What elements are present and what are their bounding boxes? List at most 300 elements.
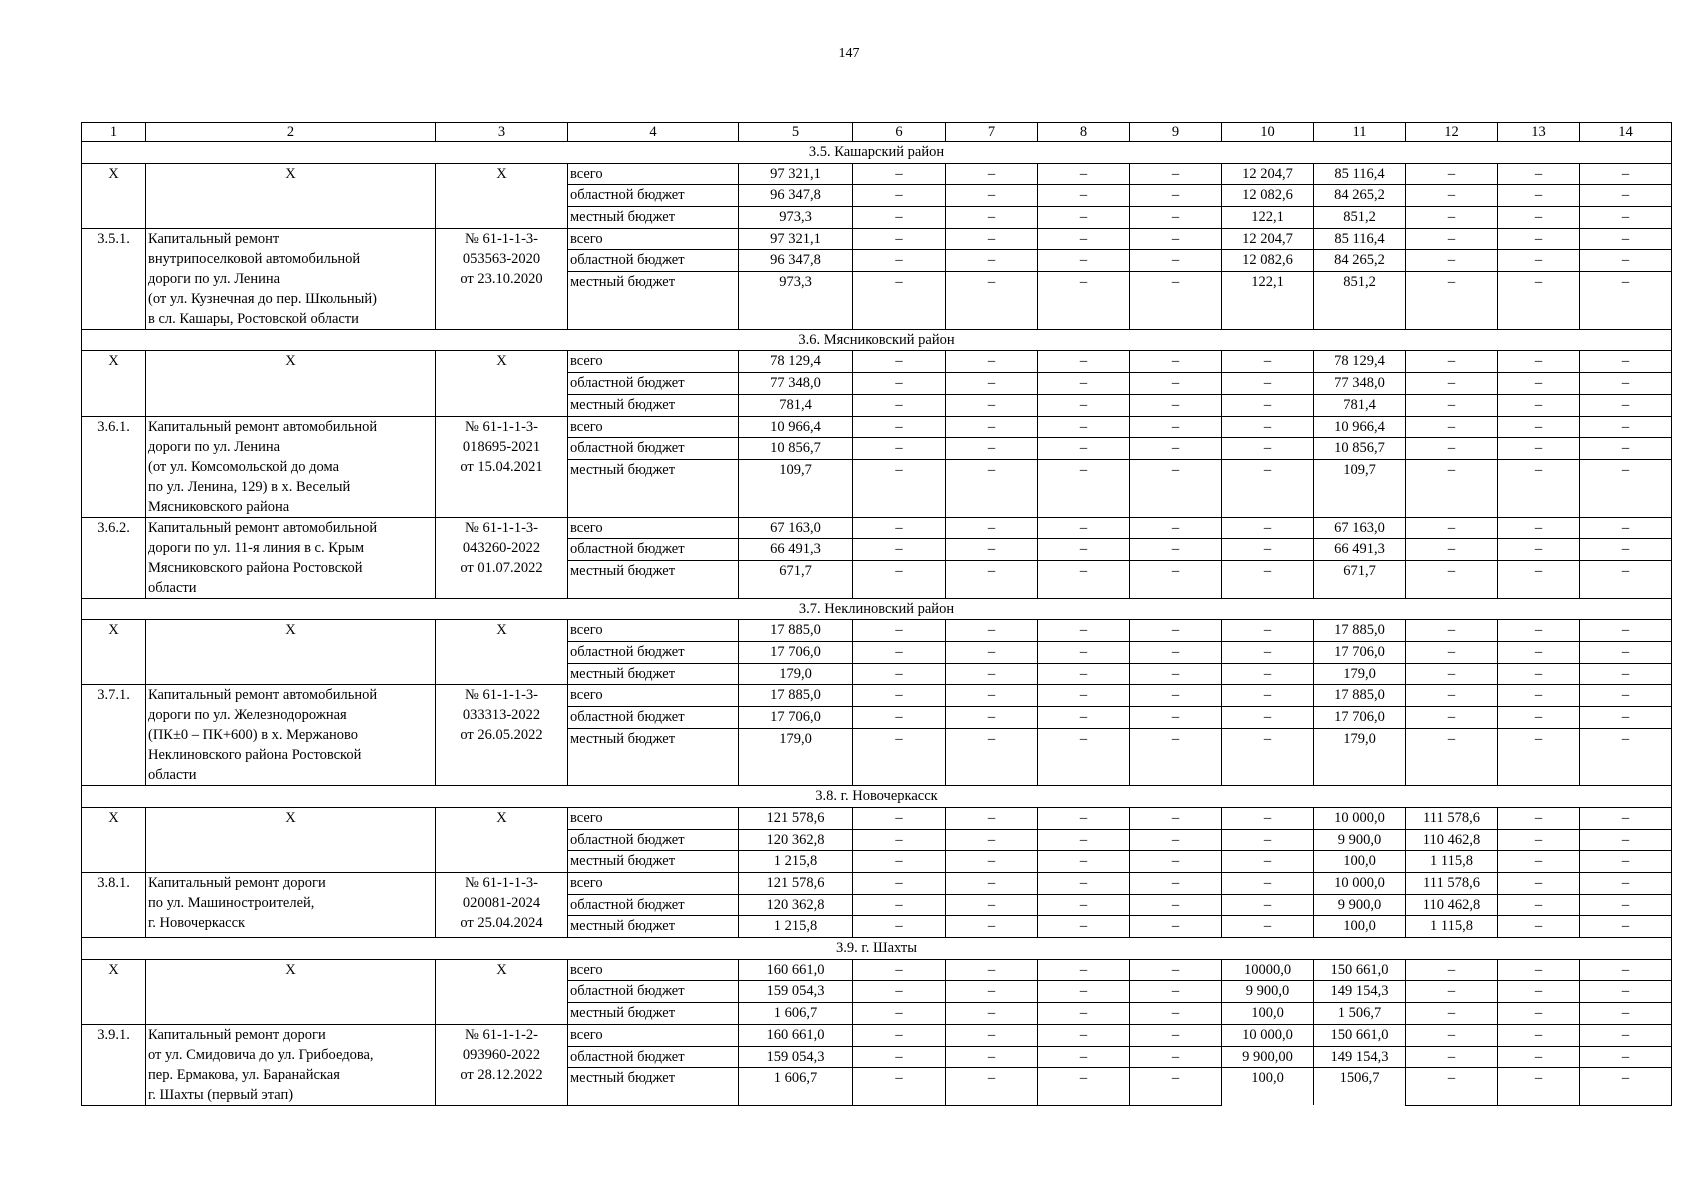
value-cell: 179,0 <box>739 728 853 786</box>
value-cell: – <box>946 728 1038 786</box>
value-cell: – <box>1406 1068 1498 1106</box>
value-cell: 12 082,6 <box>1222 185 1314 207</box>
funding-source: всего <box>568 351 739 373</box>
value-cell: – <box>1130 959 1222 981</box>
value-cell: – <box>1580 663 1672 685</box>
funding-source: местный бюджет <box>568 1068 739 1106</box>
value-cell: – <box>1498 373 1580 395</box>
value-cell: – <box>853 416 946 438</box>
document-line: от 28.12.2022 <box>460 1066 543 1083</box>
value-cell: – <box>1038 560 1130 598</box>
value-cell: – <box>853 560 946 598</box>
value-cell: – <box>853 1068 946 1106</box>
value-cell: – <box>1038 829 1130 851</box>
funding-source: местный бюджет <box>568 459 739 517</box>
value-cell: – <box>946 1024 1038 1046</box>
value-cell: – <box>1580 560 1672 598</box>
value-cell: – <box>946 894 1038 916</box>
funding-source: областной бюджет <box>568 185 739 207</box>
value-cell: – <box>1038 228 1130 250</box>
value-cell: – <box>1498 807 1580 829</box>
document-line: X <box>496 622 507 639</box>
value-cell: – <box>1130 829 1222 851</box>
value-cell: 121 578,6 <box>739 807 853 829</box>
value-cell: – <box>1038 250 1130 272</box>
page-number: 147 <box>838 46 860 61</box>
value-cell: 100,0 <box>1314 916 1406 938</box>
value-cell: – <box>1580 685 1672 707</box>
value-cell: – <box>853 807 946 829</box>
value-cell: – <box>946 685 1038 707</box>
object-name-line: Капитальный ремонт дороги <box>148 875 326 891</box>
value-cell: – <box>853 539 946 561</box>
value-cell: – <box>1498 272 1580 330</box>
value-cell: 160 661,0 <box>739 1024 853 1046</box>
object-name-line: (ПК±0 – ПК+600) в х. Мержаново <box>148 727 359 744</box>
value-cell: 17 885,0 <box>739 685 853 707</box>
value-cell: – <box>946 351 1038 373</box>
document-cell <box>436 959 568 1024</box>
value-cell: – <box>1130 185 1222 207</box>
value-cell: – <box>1038 981 1130 1003</box>
document-cell <box>436 517 568 598</box>
value-cell: – <box>853 272 946 330</box>
value-cell: 67 163,0 <box>739 517 853 539</box>
value-cell: – <box>853 163 946 185</box>
funding-source: всего <box>568 873 739 895</box>
row-number: X <box>82 163 146 228</box>
section-title: 3.9. г. Шахты <box>82 938 1672 960</box>
value-cell: – <box>1406 728 1498 786</box>
table-row <box>82 807 1672 829</box>
value-cell: – <box>1222 394 1314 416</box>
value-cell: – <box>1130 641 1222 663</box>
value-cell: 159 054,3 <box>739 1046 853 1068</box>
value-cell: – <box>1580 807 1672 829</box>
value-cell: – <box>946 416 1038 438</box>
value-cell: – <box>1406 438 1498 460</box>
value-cell: – <box>1222 873 1314 895</box>
value-cell: – <box>1038 663 1130 685</box>
value-cell: – <box>946 620 1038 642</box>
funding-source: всего <box>568 416 739 438</box>
object-name-line: пер. Ермакова, ул. Баранайская <box>148 1066 340 1083</box>
value-cell: – <box>853 916 946 938</box>
table-row <box>82 163 1672 185</box>
value-cell: – <box>1038 1068 1130 1106</box>
value-cell: – <box>1038 728 1130 786</box>
value-cell: – <box>1580 351 1672 373</box>
value-cell: – <box>1580 185 1672 207</box>
value-cell: – <box>853 1046 946 1068</box>
value-cell: – <box>946 916 1038 938</box>
value-cell: – <box>1130 560 1222 598</box>
value-cell: – <box>1498 981 1580 1003</box>
value-cell: – <box>1222 373 1314 395</box>
value-cell: 973,3 <box>739 272 853 330</box>
value-cell: – <box>1222 706 1314 728</box>
funding-source: областной бюджет <box>568 641 739 663</box>
document-line: 020081-2024 <box>462 895 541 911</box>
value-cell: – <box>1130 351 1222 373</box>
table-row <box>82 620 1672 642</box>
document-line: № 61-1-1-3- <box>464 418 539 435</box>
value-cell: – <box>1498 517 1580 539</box>
value-cell: – <box>946 539 1038 561</box>
document-line: от 23.10.2020 <box>460 270 543 287</box>
value-cell: – <box>1222 539 1314 561</box>
object-name-line: от ул. Смидовича до ул. Грибоедова, <box>148 1046 374 1063</box>
value-cell: – <box>1498 641 1580 663</box>
document-cell <box>436 873 568 938</box>
column-header: 8 <box>1038 123 1130 142</box>
document-line: X <box>496 165 507 182</box>
value-cell: 67 163,0 <box>1314 517 1406 539</box>
funding-source: областной бюджет <box>568 1046 739 1068</box>
funding-source: местный бюджет <box>568 560 739 598</box>
value-cell: – <box>853 373 946 395</box>
object-name-line: по ул. Ленина, 129) в х. Веселый <box>148 478 351 495</box>
document-cell <box>436 685 568 786</box>
value-cell: 179,0 <box>1314 728 1406 786</box>
document-cell <box>436 228 568 329</box>
value-cell: – <box>1038 1046 1130 1068</box>
object-name-line: X <box>285 165 296 182</box>
funding-source: областной бюджет <box>568 438 739 460</box>
object-name-cell <box>146 416 436 517</box>
object-name-line: дороги по ул. Железнодорожная <box>148 707 347 724</box>
value-cell: – <box>946 829 1038 851</box>
value-cell: – <box>1580 207 1672 229</box>
value-cell: – <box>1580 620 1672 642</box>
value-cell: 97 321,1 <box>739 228 853 250</box>
value-cell: – <box>853 981 946 1003</box>
value-cell: 10 000,0 <box>1314 873 1406 895</box>
document-line: № 61-1-1-3- <box>464 687 539 704</box>
value-cell: – <box>1038 685 1130 707</box>
value-cell: – <box>1038 706 1130 728</box>
section-title-row <box>82 938 1672 960</box>
value-cell: 77 348,0 <box>1314 373 1406 395</box>
object-name-line: Неклиновского района Ростовской <box>148 747 362 764</box>
value-cell: – <box>1498 685 1580 707</box>
value-cell: – <box>1406 620 1498 642</box>
value-cell: – <box>1498 851 1580 873</box>
object-name-line: дороги по ул. Ленина <box>148 438 281 455</box>
value-cell: 1506,7 <box>1314 1068 1406 1106</box>
value-cell: – <box>1222 685 1314 707</box>
value-cell: – <box>1038 539 1130 561</box>
value-cell: – <box>946 663 1038 685</box>
header-row <box>82 123 1672 142</box>
value-cell: – <box>1580 981 1672 1003</box>
object-name-line: X <box>285 961 296 978</box>
value-cell: 10 856,7 <box>1314 438 1406 460</box>
value-cell: – <box>1580 873 1672 895</box>
value-cell: 121 578,6 <box>739 873 853 895</box>
object-name-line: внутрипоселковой автомобильной <box>148 250 361 267</box>
value-cell: – <box>1038 373 1130 395</box>
value-cell: – <box>1038 916 1130 938</box>
object-name-line: Капитальный ремонт автомобильной <box>148 687 378 704</box>
value-cell: – <box>1498 438 1580 460</box>
value-cell: – <box>1406 185 1498 207</box>
value-cell: – <box>1498 560 1580 598</box>
value-cell: – <box>1038 438 1130 460</box>
object-name-line: (от ул. Комсомольской до дома <box>148 458 340 475</box>
value-cell: – <box>946 1046 1038 1068</box>
value-cell: – <box>1038 641 1130 663</box>
value-cell: – <box>1406 250 1498 272</box>
value-cell: – <box>1222 517 1314 539</box>
row-number: 3.7.1. <box>82 685 146 786</box>
value-cell: – <box>853 228 946 250</box>
object-name-line: г. Новочеркасск <box>148 915 246 931</box>
value-cell: – <box>1038 959 1130 981</box>
value-cell: – <box>1038 394 1130 416</box>
value-cell: – <box>946 873 1038 895</box>
value-cell: – <box>853 1024 946 1046</box>
document-line: № 61-1-1-3- <box>464 875 539 891</box>
value-cell: – <box>1222 438 1314 460</box>
value-cell: 100,0 <box>1314 851 1406 873</box>
table-row <box>82 416 1672 438</box>
value-cell: 9 900,0 <box>1222 981 1314 1003</box>
value-cell: – <box>1130 163 1222 185</box>
value-cell: – <box>1038 851 1130 873</box>
section-title-row <box>82 142 1672 164</box>
funding-source: всего <box>568 163 739 185</box>
document-line: 093960-2022 <box>462 1046 541 1063</box>
value-cell: – <box>1498 185 1580 207</box>
object-name-cell <box>146 1024 436 1105</box>
value-cell: – <box>1498 663 1580 685</box>
funding-source: местный бюджет <box>568 728 739 786</box>
value-cell: 1 606,7 <box>739 1003 853 1025</box>
table-row <box>82 351 1672 373</box>
table-row <box>82 1024 1672 1046</box>
value-cell: – <box>1498 207 1580 229</box>
value-cell: – <box>853 959 946 981</box>
value-cell: – <box>1222 351 1314 373</box>
value-cell: 179,0 <box>1314 663 1406 685</box>
column-header: 11 <box>1314 123 1406 142</box>
value-cell: – <box>1038 1024 1130 1046</box>
object-name-line: Мясниковского района <box>148 498 290 515</box>
funding-source: областной бюджет <box>568 250 739 272</box>
value-cell: 66 491,3 <box>739 539 853 561</box>
value-cell: – <box>1038 459 1130 517</box>
value-cell: 110 462,8 <box>1406 894 1498 916</box>
section-title: 3.5. Кашарский район <box>82 142 1672 164</box>
value-cell: 10000,0 <box>1222 959 1314 981</box>
value-cell: 109,7 <box>1314 459 1406 517</box>
value-cell: – <box>1498 728 1580 786</box>
value-cell: – <box>1580 373 1672 395</box>
value-cell: – <box>1130 685 1222 707</box>
row-number: X <box>82 807 146 872</box>
value-cell: – <box>1222 560 1314 598</box>
value-cell: – <box>1498 459 1580 517</box>
value-cell: 96 347,8 <box>739 185 853 207</box>
value-cell: – <box>1406 517 1498 539</box>
funding-source: местный бюджет <box>568 663 739 685</box>
value-cell: – <box>1130 539 1222 561</box>
value-cell: – <box>946 459 1038 517</box>
value-cell: 78 129,4 <box>739 351 853 373</box>
object-name-line: Капитальный ремонт дороги <box>148 1026 326 1043</box>
document-line: от 15.04.2021 <box>460 458 543 475</box>
document-cell <box>436 1024 568 1105</box>
value-cell: – <box>1130 517 1222 539</box>
value-cell: – <box>1580 1024 1672 1046</box>
value-cell: – <box>1130 207 1222 229</box>
document-cell <box>436 163 568 228</box>
value-cell: – <box>1406 981 1498 1003</box>
value-cell: – <box>1580 250 1672 272</box>
object-name-cell <box>146 873 436 938</box>
table-row <box>82 517 1672 539</box>
value-cell: – <box>1498 959 1580 981</box>
value-cell: – <box>1130 394 1222 416</box>
value-cell: – <box>1580 394 1672 416</box>
value-cell: – <box>946 438 1038 460</box>
value-cell: – <box>853 207 946 229</box>
value-cell: – <box>946 373 1038 395</box>
value-cell: – <box>1038 185 1130 207</box>
value-cell: – <box>1498 228 1580 250</box>
value-cell: 9 900,0 <box>1314 894 1406 916</box>
object-name-cell <box>146 228 436 329</box>
value-cell: – <box>1498 1003 1580 1025</box>
value-cell: – <box>1038 873 1130 895</box>
value-cell: – <box>1406 539 1498 561</box>
value-cell: – <box>1406 641 1498 663</box>
value-cell: 100,0 <box>1222 1068 1314 1106</box>
value-cell: 84 265,2 <box>1314 250 1406 272</box>
value-cell: – <box>1580 228 1672 250</box>
value-cell: 84 265,2 <box>1314 185 1406 207</box>
value-cell: – <box>1038 416 1130 438</box>
object-name-line: Мясниковского района Ростовской <box>148 559 363 576</box>
value-cell: – <box>946 959 1038 981</box>
value-cell: 110 462,8 <box>1406 829 1498 851</box>
value-cell: – <box>946 272 1038 330</box>
value-cell: 17 706,0 <box>739 706 853 728</box>
value-cell: – <box>1580 459 1672 517</box>
value-cell: – <box>1406 560 1498 598</box>
value-cell: 10 000,0 <box>1314 807 1406 829</box>
value-cell: 111 578,6 <box>1406 807 1498 829</box>
value-cell: 96 347,8 <box>739 250 853 272</box>
document-line: № 61-1-1-2- <box>464 1026 539 1043</box>
value-cell: – <box>1038 351 1130 373</box>
value-cell: – <box>1580 416 1672 438</box>
value-cell: – <box>1222 641 1314 663</box>
value-cell: – <box>1498 1068 1580 1106</box>
value-cell: – <box>1130 373 1222 395</box>
funding-source: областной бюджет <box>568 539 739 561</box>
value-cell: – <box>1038 807 1130 829</box>
value-cell: 17 885,0 <box>1314 620 1406 642</box>
value-cell: – <box>946 1068 1038 1106</box>
funding-source: всего <box>568 1024 739 1046</box>
value-cell: – <box>1580 916 1672 938</box>
funding-source: местный бюджет <box>568 851 739 873</box>
value-cell: 66 491,3 <box>1314 539 1406 561</box>
value-cell: 17 706,0 <box>1314 706 1406 728</box>
value-cell: 160 661,0 <box>739 959 853 981</box>
document-line: от 01.07.2022 <box>460 559 543 576</box>
object-name-line: Капитальный ремонт автомобильной <box>148 519 378 536</box>
value-cell: 17 885,0 <box>739 620 853 642</box>
value-cell: – <box>1130 416 1222 438</box>
column-header: 14 <box>1580 123 1672 142</box>
value-cell: – <box>1580 894 1672 916</box>
value-cell: – <box>1130 873 1222 895</box>
value-cell: – <box>1222 459 1314 517</box>
column-header: 10 <box>1222 123 1314 142</box>
value-cell: – <box>1580 163 1672 185</box>
value-cell: 1 115,8 <box>1406 851 1498 873</box>
object-name-line: дороги по ул. Ленина <box>148 270 281 287</box>
value-cell: 9 900,0 <box>1314 829 1406 851</box>
value-cell: – <box>1406 373 1498 395</box>
value-cell: 120 362,8 <box>739 829 853 851</box>
value-cell: – <box>1498 916 1580 938</box>
value-cell: 120 362,8 <box>739 894 853 916</box>
column-header: 13 <box>1498 123 1580 142</box>
value-cell: 179,0 <box>739 663 853 685</box>
value-cell: 77 348,0 <box>739 373 853 395</box>
row-number: 3.5.1. <box>82 228 146 329</box>
value-cell: 159 054,3 <box>739 981 853 1003</box>
value-cell: – <box>853 641 946 663</box>
value-cell: 1 115,8 <box>1406 916 1498 938</box>
value-cell: 149 154,3 <box>1314 981 1406 1003</box>
value-cell: – <box>1038 894 1130 916</box>
document-line: X <box>496 961 507 978</box>
value-cell: – <box>1130 728 1222 786</box>
funding-source: областной бюджет <box>568 894 739 916</box>
value-cell: 1 506,7 <box>1314 1003 1406 1025</box>
value-cell: 12 082,6 <box>1222 250 1314 272</box>
document-cell <box>436 620 568 685</box>
object-name-cell <box>146 807 436 872</box>
value-cell: – <box>1130 250 1222 272</box>
value-cell: – <box>946 517 1038 539</box>
value-cell: – <box>1580 272 1672 330</box>
value-cell: 100,0 <box>1222 1003 1314 1025</box>
value-cell: – <box>1406 663 1498 685</box>
funding-source: областной бюджет <box>568 981 739 1003</box>
value-cell: – <box>1580 539 1672 561</box>
funding-source: областной бюджет <box>568 373 739 395</box>
document-line: 033313-2022 <box>462 707 541 724</box>
value-cell: – <box>1580 829 1672 851</box>
value-cell: 12 204,7 <box>1222 163 1314 185</box>
column-header: 2 <box>146 123 436 142</box>
value-cell: 17 706,0 <box>1314 641 1406 663</box>
value-cell: – <box>853 185 946 207</box>
value-cell: – <box>946 981 1038 1003</box>
value-cell: 10 856,7 <box>739 438 853 460</box>
value-cell: – <box>1222 728 1314 786</box>
value-cell: – <box>1580 1046 1672 1068</box>
document-line: 018695-2021 <box>462 438 541 455</box>
funding-source: всего <box>568 807 739 829</box>
object-name-line: Капитальный ремонт автомобильной <box>148 418 378 435</box>
